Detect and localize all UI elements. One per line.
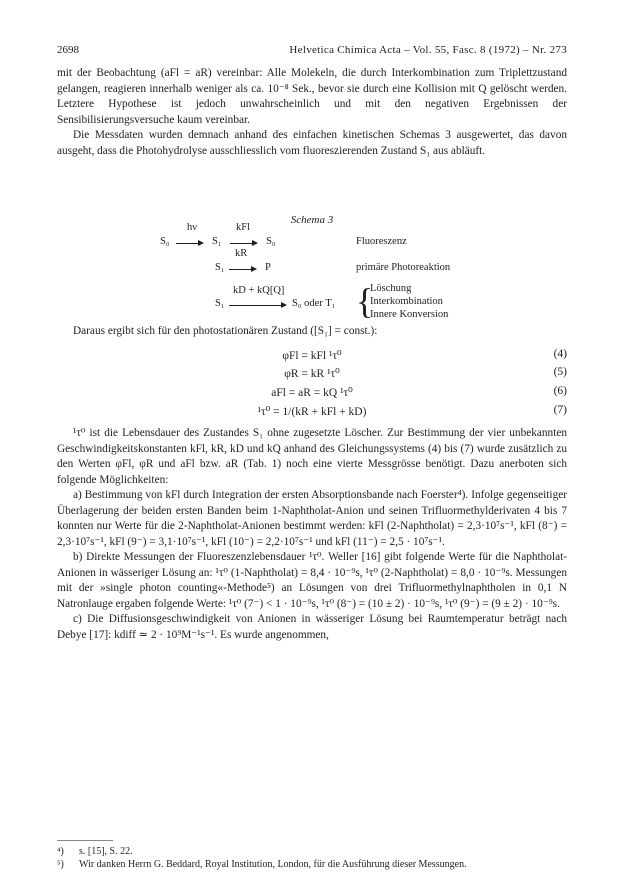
stationary-text: Daraus ergibt sich für den photostationären Zustand ([S₁] = const.): [73, 325, 378, 337]
paragraph-2: Die Messdaten wurden demnach anhand des einfachen kinetischen Schemas 3 ausgewertet, das davon ausgeht, dass die Photohydrolyse ausschliesslich vom fluoreszierenden Zustand S₁ aus abläuft. [57, 129, 567, 157]
r3-arrow [229, 305, 285, 306]
r3-over: kD + kQ[Q] [233, 285, 285, 296]
equation-7: ¹τ⁰ = 1/(kR + kFl + kD) (7) [257, 404, 567, 418]
paragraph-1: mit der Beobachtung (aFl = aR) vereinbar: Alle Molekeln, die durch Interkombination zum Triplettzustand gelangen, reagieren innerhalb weniger als ca. 10⁻⁸ Sek., bevor sie durch eine Kollision mit Q gelöscht werden. Letztere Hypothese ist jedoch unwahrscheinlich und mit den negativen Ergebnissen der Sensibilisierungsversuche kaum vereinbar. [57, 67, 567, 126]
paragraph-6: c) Die Diffusionsgeschwindigkeit von Anionen in wässeriger Lösung bei Raumtemperatur beträgt nach Debye [17]: kdiff ≃ 2 · 10⁹M⁻¹s⁻¹. Es wurde angenommen, [57, 613, 567, 641]
paragraph-3: ¹τ⁰ ist die Lebensdauer des Zustandes S₁ ohne zugesetzte Löscher. Zur Bestimmung der vier unbekannten Geschwindigkeitskonstanten kFl, kR, kD und kQ anhand des Gleichungssystems (4) bis (7) wurde zusätzlich zu den Werten φFl, φR und aFl bzw. aR (Tab. 1) noch eine vierte Messgrösse benötigt. Dazu anerboten sich folgende Möglichkeiten: [57, 427, 567, 486]
journal-citation: Helvetica Chimica Acta – Vol. 55, Fasc. 8 (1972) – Nr. 273 [289, 44, 567, 56]
r1-over2: kFl [236, 222, 251, 233]
r2-arrow [229, 269, 255, 270]
r1-right2: S₀ [266, 236, 276, 247]
footnote-4: ⁴) s. [15], S. 22. [57, 846, 133, 857]
r3-label-2: Interkombination [370, 296, 443, 307]
footnote-5: ⁵) Wir danken Herrn G. Beddard, Royal Institution, London, für die Ausführung dieser Messungen. [57, 859, 467, 870]
equation-6: aFl = aR = kQ ¹τ⁰ (6) [271, 385, 567, 399]
r1-arrow-2 [230, 243, 256, 244]
r3-brace: { [356, 281, 374, 321]
r1-over: hν [187, 222, 197, 233]
r1-label: Fluoreszenz [356, 236, 407, 247]
r1-right: S₁ [212, 236, 222, 247]
body-text-top [57, 66, 567, 159]
r3-right: S₀ oder T₁ [292, 298, 336, 309]
r2-left: S₁ [215, 262, 225, 273]
body-text-bottom [57, 426, 567, 643]
r2-right: P [265, 262, 271, 273]
r3-left: S₁ [215, 298, 225, 309]
paragraph-4: a) Bestimmung von kFl durch Integration der ersten Absorptionsbande nach Foerster⁴). Infolge gegenseitiger Überlagerung der beiden ersten Banden beim 1-Naphtholat-Anion und seinen Trifluormethylderivaten 4 bis 7 konnten nur Werte für die 2-Naphtholat-Anionen bestimmt werden: kFl (2-Naphtholat) = 2,3·10⁷s⁻¹, kFl (8⁻) = 2,3·10⁷s⁻¹, kFl (9⁻) = 3,1·10⁷s⁻¹, kFl (10⁻) = 2,2·10⁷s⁻¹ und kFl (11⁻) = 2,5 · 10⁷s⁻¹. [57, 489, 567, 548]
r1-arrow-1 [176, 243, 202, 244]
r3-label-3: Innere Konversion [370, 309, 449, 320]
schema-title: Schema 3 [290, 214, 334, 226]
equation-4: φFl = kFl ¹τ⁰ (4) [282, 348, 567, 362]
r3-label-1: Löschung [370, 283, 412, 294]
r2-over: kR [235, 248, 248, 259]
page-number: 2698 [57, 44, 79, 56]
equation-5: φR = kR ¹τ⁰ (5) [284, 366, 567, 380]
paragraph-5: b) Direkte Messungen der Fluoreszenzlebensdauer ¹τ⁰. Weller [16] gibt folgende Werte für die Naphtholat-Anionen in wässeriger Lösung an: ¹τ⁰ (1-Naphtholat) = 8,4 · 10⁻⁹s, ¹τ⁰ (2-Naphtholat) = 8,0 · 10⁻⁹s. Messungen mit der »single photon counting«-Methode⁵) an Lösungen von drei Trifluormethylnaphtholen in 0,1 N Natronlauge ergaben folgende Werte: ¹τ⁰ (7⁻) < 1 · 10⁻⁹s, ¹τ⁰ (8⁻) = (10 ± 2) · 10⁻⁹s, ¹τ⁰ (9⁻) = (9 ± 2) · 10⁻⁹s. [57, 551, 567, 610]
footnote-divider [57, 840, 113, 841]
running-header [57, 44, 567, 56]
r2-label: primäre Photoreaktion [356, 262, 451, 273]
r1-left: S₀ [160, 236, 170, 247]
